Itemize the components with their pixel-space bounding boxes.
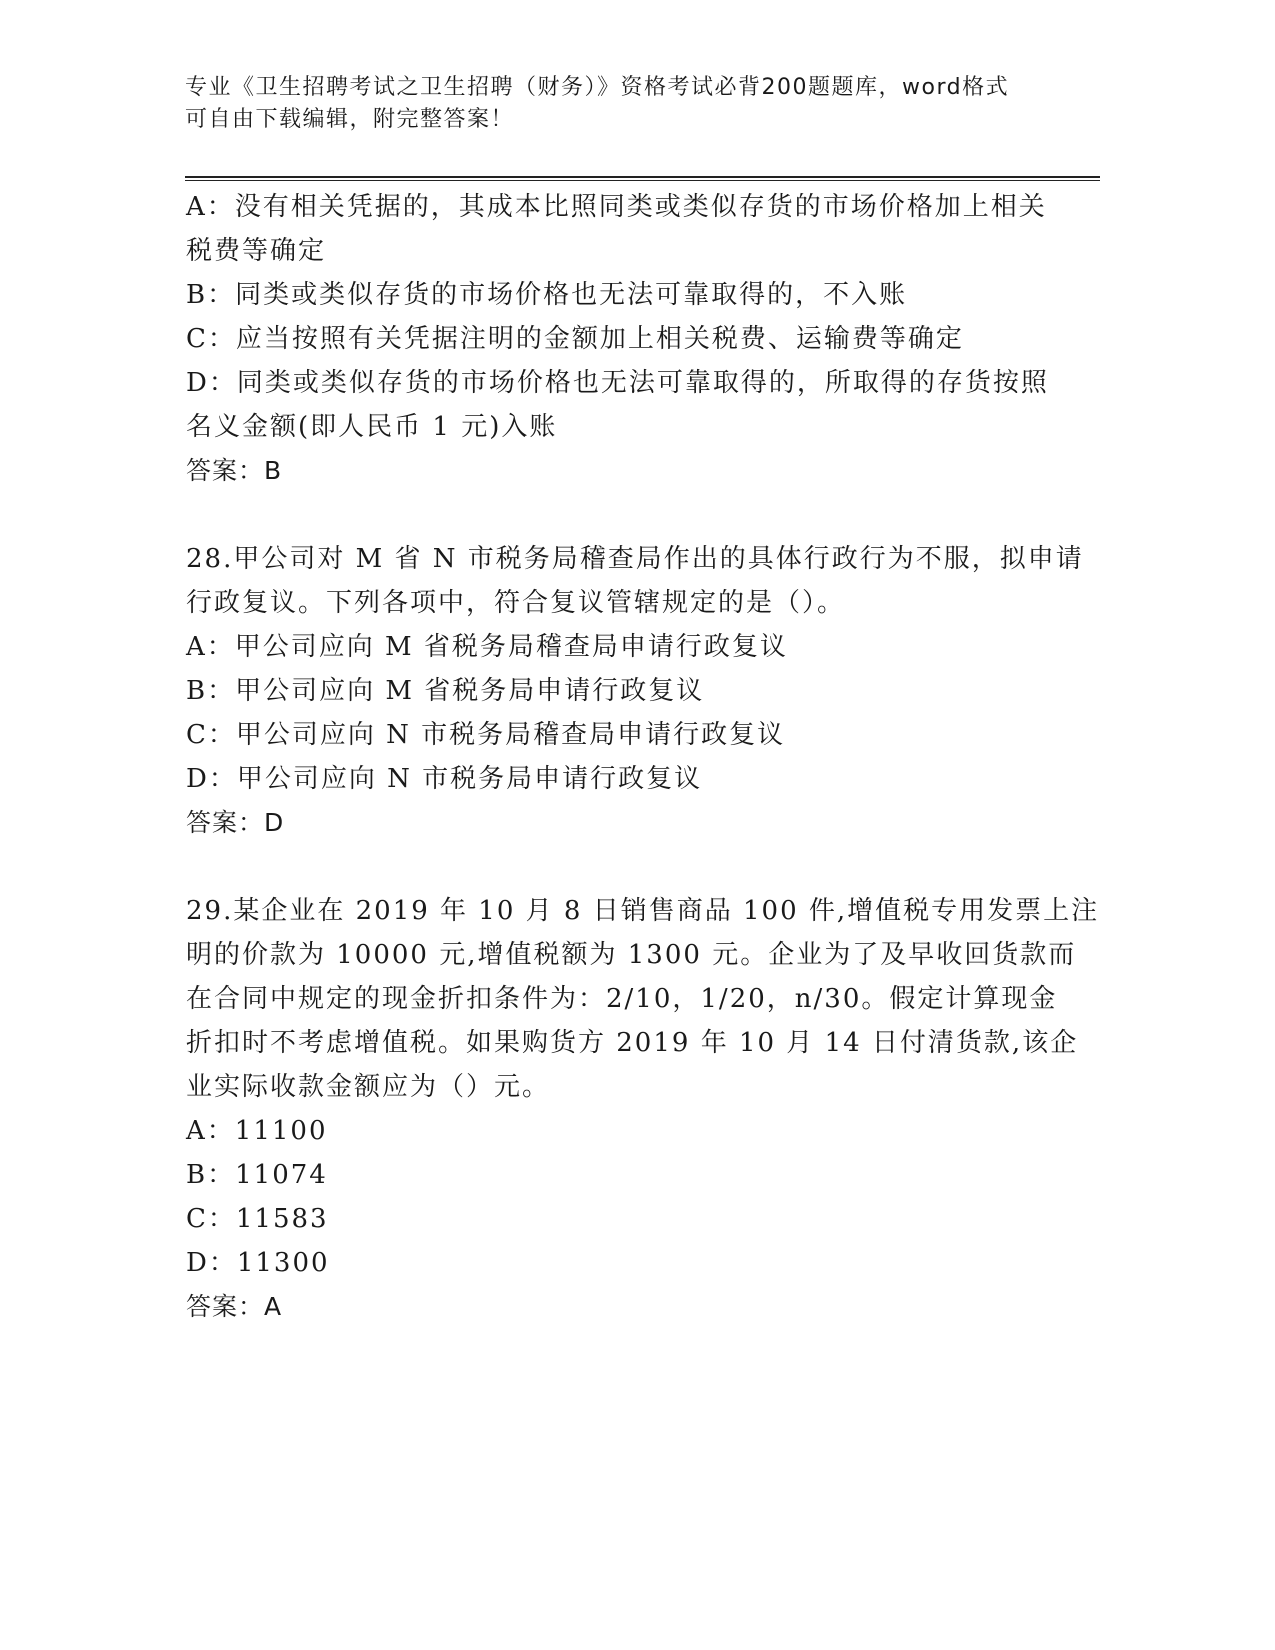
question-28-block [186,537,1086,845]
q29-option-b: B：11074 [186,1160,328,1190]
q29-option-c: C：11583 [186,1204,329,1234]
q28-option-c: C：甲公司应向 N 市税务局稽查局申请行政复议 [186,720,786,750]
document-header [185,72,1085,136]
q27-option-a-line-1: A：没有相关凭据的，其成本比照同类或类似存货的市场价格加上相关 [186,192,1047,222]
spacer [186,493,1086,537]
q28-answer: 答案：D [186,808,285,837]
q28-option-a: A：甲公司应向 M 省税务局稽查局申请行政复议 [186,632,788,662]
q29-option-a: A：11100 [186,1116,328,1146]
spacer [186,845,1086,889]
q29-stem-line-4: 折扣时不考虑增值税。如果购货方 2019 年 10 月 14 日付清货款,该企 [186,1028,1079,1058]
q29-option-d: D：11300 [186,1248,330,1278]
q29-stem-line-2: 明的价款为 10000 元,增值税额为 1300 元。企业为了及早收回货款而 [186,940,1077,970]
q29-stem-line-1: 29.某企业在 2019 年 10 月 8 日销售商品 100 件,增值税专用发票上注 [186,896,1100,926]
header-divider-thick [185,176,1100,178]
q27-option-b: B：同类或类似存货的市场价格也无法可靠取得的，不入账 [186,280,908,310]
q28-option-d: D：甲公司应向 N 市税务局申请行政复议 [186,764,703,794]
q29-stem-line-5: 业实际收款金额应为（）元。 [186,1072,551,1102]
q28-stem-line-1: 28.甲公司对 M 省 N 市税务局稽查局作出的具体行政行为不服，拟申请 [186,544,1084,574]
q27-answer: 答案：B [186,456,283,485]
header-line-1: 专业《卫生招聘考试之卫生招聘（财务）》资格考试必背200题题库，word格式 [185,75,1010,100]
q27-option-c: C：应当按照有关凭据注明的金额加上相关税费、运输费等确定 [186,324,964,354]
question-content [186,185,1100,1329]
q28-option-b: B：甲公司应向 M 省税务局申请行政复议 [186,676,705,706]
q27-option-d-line-2: 名义金额(即人民币 1 元)入账 [186,412,558,442]
header-divider-thin [185,180,1100,181]
q28-stem-line-2: 行政复议。下列各项中，符合复议管辖规定的是（）。 [186,588,846,618]
q29-stem-line-3: 在合同中规定的现金折扣条件为：2/10，1/20，n/30。假定计算现金 [186,984,1058,1014]
header-line-2: 可自由下载编辑，附完整答案！ [185,107,515,132]
q27-option-d-line-1: D：同类或类似存货的市场价格也无法可靠取得的，所取得的存货按照 [186,368,1049,398]
question-29-block [186,889,1100,1329]
q27-option-a-line-2: 税费等确定 [186,236,327,266]
q29-answer: 答案：A [186,1292,283,1321]
question-27-block [186,185,1086,493]
